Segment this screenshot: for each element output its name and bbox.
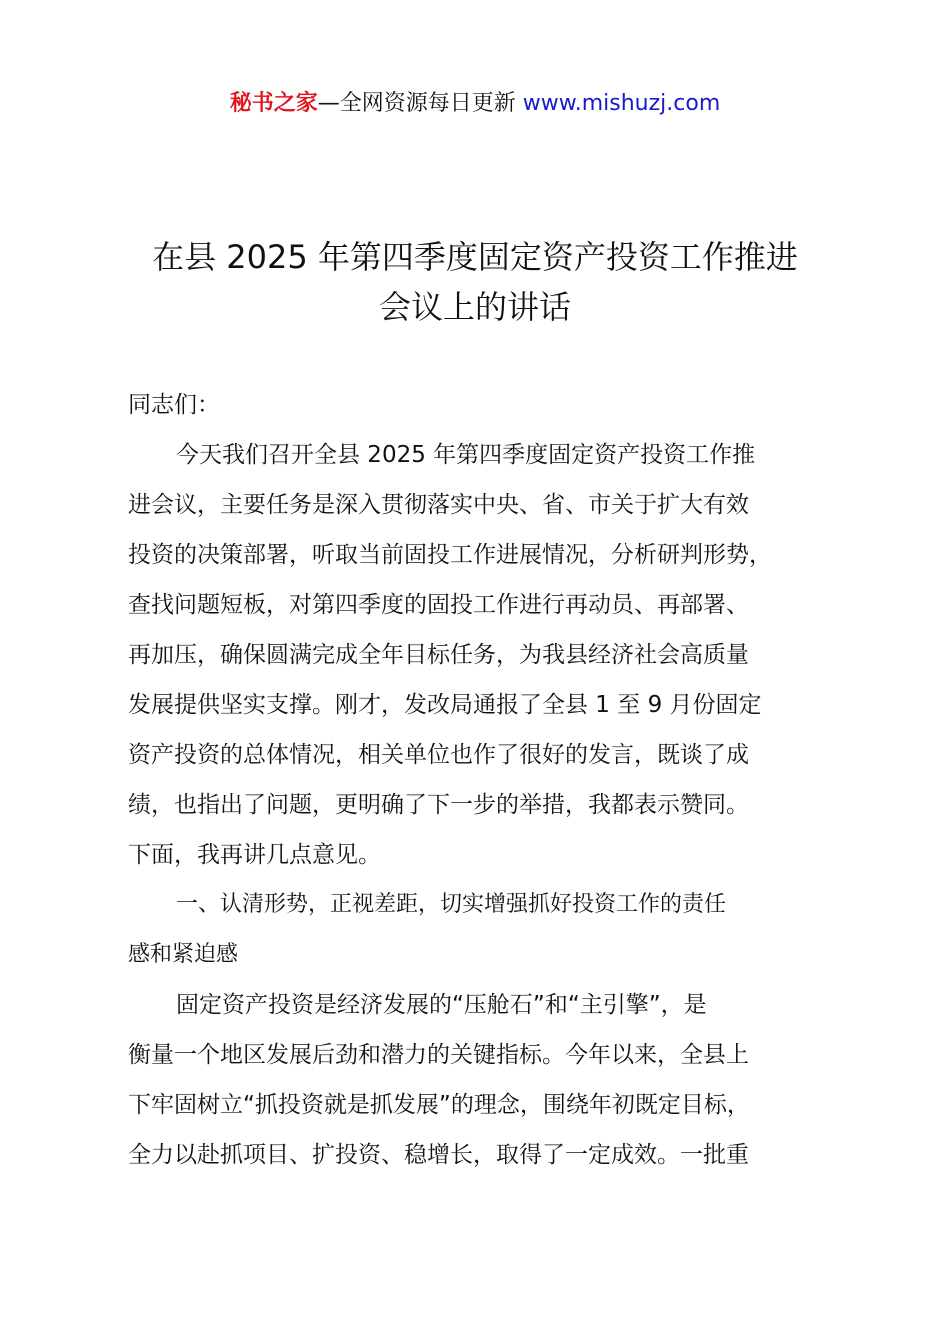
body-line: 下面，我再讲几点意见。 — [128, 842, 381, 868]
body-line: 全力以赴抓项目、扩投资、稳增长，取得了一定成效。一批重 — [128, 1142, 749, 1168]
body-line: 资产投资的总体情况，相关单位也作了很好的发言，既谈了成 — [128, 742, 749, 768]
brand-name: 秘书之家 — [229, 91, 318, 116]
section-heading-line: 感和紧迫感 — [128, 942, 239, 967]
body-line: 投资的决策部署，听取当前固投工作进展情况，分析研判形势， — [128, 542, 772, 568]
body-line: 再加压，确保圆满完成全年目标任务，为我县经济社会高质量 — [128, 642, 749, 668]
header-tagline: 全网资源每日更新 — [339, 91, 516, 116]
body-line: 固定资产投资是经济发展的“压舱石”和“主引擎”，是 — [176, 992, 707, 1018]
document-title — [100, 232, 850, 332]
site-header — [0, 88, 950, 120]
body-line: 绩，也指出了问题，更明确了下一步的举措，我都表示赞同。 — [128, 792, 749, 818]
body-line: 进会议，主要任务是深入贯彻落实中央、省、市关于扩大有效 — [128, 492, 749, 518]
document-body — [128, 380, 858, 1180]
title-line-1: 在县 2025 年第四季度固定资产投资工作推进 — [152, 238, 798, 276]
site-url-link[interactable]: www.mishuzj.com — [522, 91, 721, 116]
body-line: 下牢固树立“抓投资就是抓发展”的理念，围绕年初既定目标， — [128, 1092, 750, 1118]
title-line-2: 会议上的讲话 — [378, 288, 571, 326]
body-line: 衡量一个地区发展后劲和潜力的关键指标。今年以来，全县上 — [128, 1042, 749, 1068]
body-line: 发展提供坚实支撑。刚才，发改局通报了全县 1 至 9 月份固定 — [128, 692, 762, 718]
body-line: 查找问题短板，对第四季度的固投工作进行再动员、再部署、 — [128, 592, 749, 618]
body-line: 今天我们召开全县 2025 年第四季度固定资产投资工作推 — [176, 442, 756, 468]
header-separator: — — [317, 91, 340, 116]
section-heading-line: 一、认清形势，正视差距，切实增强抓好投资工作的责任 — [176, 892, 727, 917]
salutation: 同志们： — [128, 392, 220, 418]
